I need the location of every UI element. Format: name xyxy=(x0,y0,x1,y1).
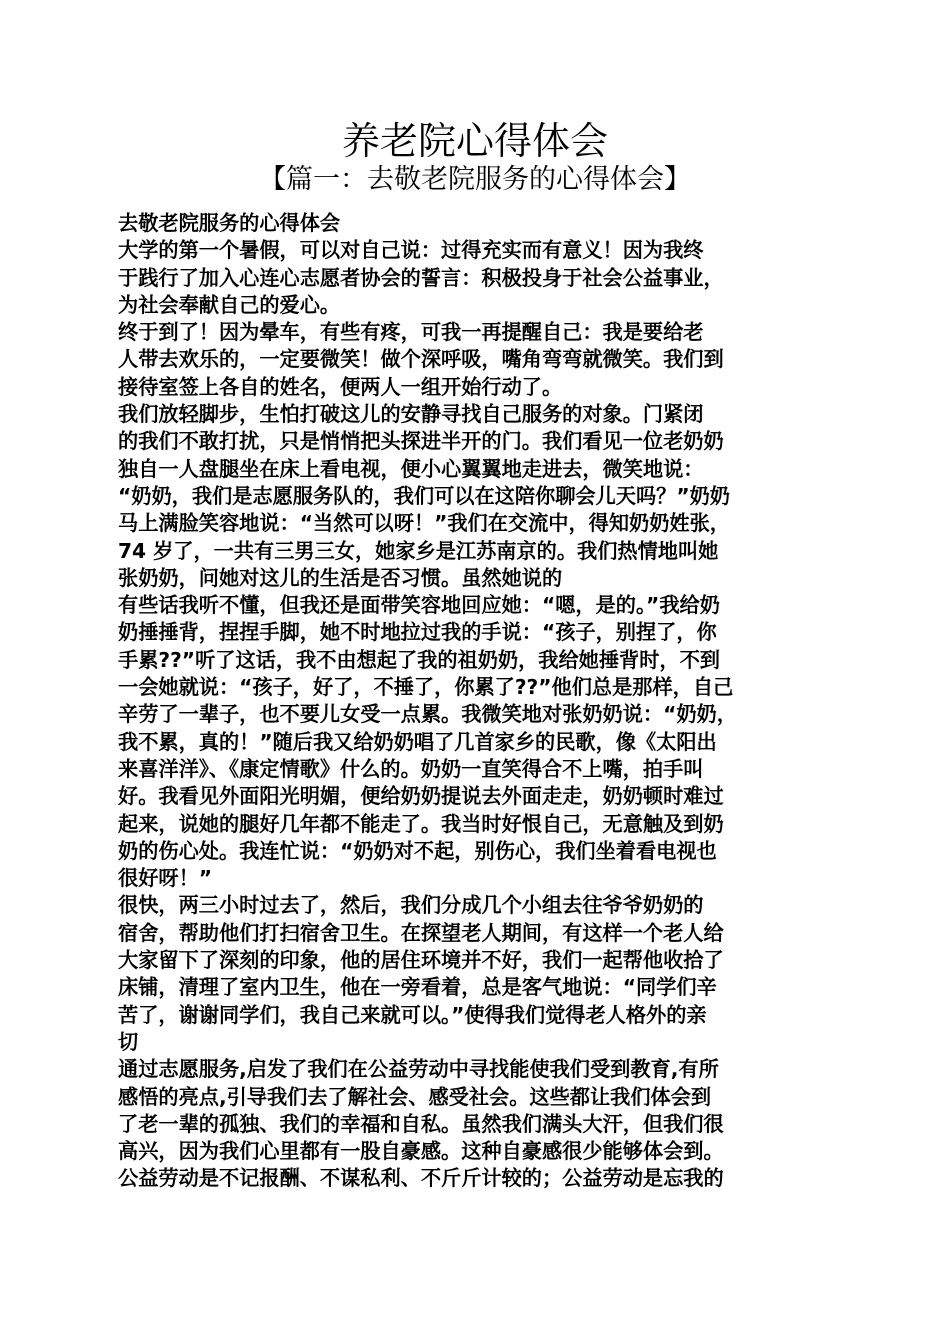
body-text-line: 感悟的亮点,引导我们去了解社会、感受社会。这些都让我们体会到 xyxy=(118,1084,712,1109)
body-text-line: “奶奶，我们是志愿服务队的，我们可以在这陪你聊会儿天吗？”奶奶 xyxy=(118,483,730,508)
body-text-line: 为社会奉献自己的爱心。 xyxy=(118,292,341,317)
document-body xyxy=(118,210,834,1193)
body-text-line: 高兴，因为我们心里都有一股自豪感。这种自豪感很少能够体会到。 xyxy=(118,1139,724,1164)
body-text-line: 接待室签上各自的姓名，便两人一组开始行动了。 xyxy=(118,374,563,399)
body-text-line: 我们放轻脚步，生怕打破这儿的安静寻找自己服务的对象。门紧闭 xyxy=(118,402,704,427)
body-text-line: 宿舍，帮助他们打扫宿舍卫生。在探望老人期间，有这样一个老人给 xyxy=(118,920,724,945)
document-subtitle: 【篇一：去敬老院服务的心得体会】 xyxy=(259,164,691,195)
document-title: 养老院心得体会 xyxy=(341,119,608,163)
body-text-line: 苦了，谢谢同学们，我自己来就可以。”使得我们觉得老人格外的亲 xyxy=(118,1002,707,1027)
body-text-line: 我不累，真的！”随后我又给奶奶唱了几首家乡的民歌，像《太阳出 xyxy=(118,729,717,754)
body-text-line: 公益劳动是不记报酬、不谋私利、不斤斤计较的；公益劳动是忘我的 xyxy=(118,1166,724,1191)
body-text-line: 74 岁了，一共有三男三女，她家乡是江苏南京的。我们热情地叫她 xyxy=(118,538,719,563)
body-text-line: 一会她就说：“孩子，好了，不捶了，你累了??”他们总是那样，自己 xyxy=(118,675,734,700)
body-text-line: 张奶奶，问她对这儿的生活是否习惯。虽然她说的 xyxy=(118,565,563,590)
body-text-line: 独自一人盘腿坐在床上看电视，便小心翼翼地走进去，微笑地说： xyxy=(118,456,704,481)
body-text-line: 手累??”听了这话，我不由想起了我的祖奶奶，我给她捶背时，不到 xyxy=(118,647,720,672)
body-text-line: 通过志愿服务,启发了我们在公益劳动中寻找能使我们受到教育,有所 xyxy=(118,1057,719,1082)
body-text-line: 有些话我听不懂，但我还是面带笑容地回应她：“嗯，是的。”我给奶 xyxy=(118,593,720,618)
body-text-line: 大家留下了深刻的印象，他的居住环境并不好，我们一起帮他收拾了 xyxy=(118,948,724,973)
body-text-line: 很快，两三小时过去了，然后，我们分成几个小组去往爷爷奶奶的 xyxy=(118,893,704,918)
body-text-line: 奶捶捶背，捏捏手脚，她不时地拉过我的手说：“孩子，别捏了，你 xyxy=(118,620,717,645)
body-text-line: 切 xyxy=(118,1029,139,1054)
body-text-line: 的我们不敢打扰，只是悄悄把头探进半开的门。我们看见一位老奶奶 xyxy=(118,429,724,454)
body-text-line: 大学的第一个暑假，可以对自己说：过得充实而有意义！因为我终 xyxy=(118,238,704,263)
body-text-line: 了老一辈的孤独、我们的幸福和自私。虽然我们满头大汗，但我们很 xyxy=(118,1111,724,1136)
body-text-line: 起来，说她的腿好几年都不能走了。我当时好恨自己，无意触及到奶 xyxy=(118,811,724,836)
body-text-line: 辛劳了一辈子，也不要儿女受一点累。我微笑地对张奶奶说：“奶奶， xyxy=(118,702,737,727)
body-text-line: 人带去欢乐的，一定要微笑！做个深呼吸，嘴角弯弯就微笑。我们到 xyxy=(118,347,724,372)
body-text-line: 于践行了加入心连心志愿者协会的誓言：积极投身于社会公益事业， xyxy=(118,265,724,290)
body-text-line: 终于到了！因为晕车，有些有疼，可我一再提醒自己：我是要给老 xyxy=(118,320,704,345)
body-text-line: 很好呀！” xyxy=(118,866,213,891)
body-text-line: 床铺，清理了室内卫生，他在一旁看着，总是客气地说：“同学们辛 xyxy=(118,975,717,1000)
body-text-line: 好。我看见外面阳光明媚，便给奶奶提说去外面走走，奶奶顿时难过 xyxy=(118,784,724,809)
body-text-line: 去敬老院服务的心得体会 xyxy=(118,211,341,235)
body-text-line: 马上满脸笑容地说：“当然可以呀！”我们在交流中，得知奶奶姓张， xyxy=(118,511,730,536)
body-text-line: 奶的伤心处。我连忙说：“奶奶对不起，别伤心，我们坐着看电视也 xyxy=(118,838,717,863)
body-text-line: 来喜洋洋》、《康定情歌》什么的。奶奶一直笑得合不上嘴，拍手叫 xyxy=(118,756,704,781)
